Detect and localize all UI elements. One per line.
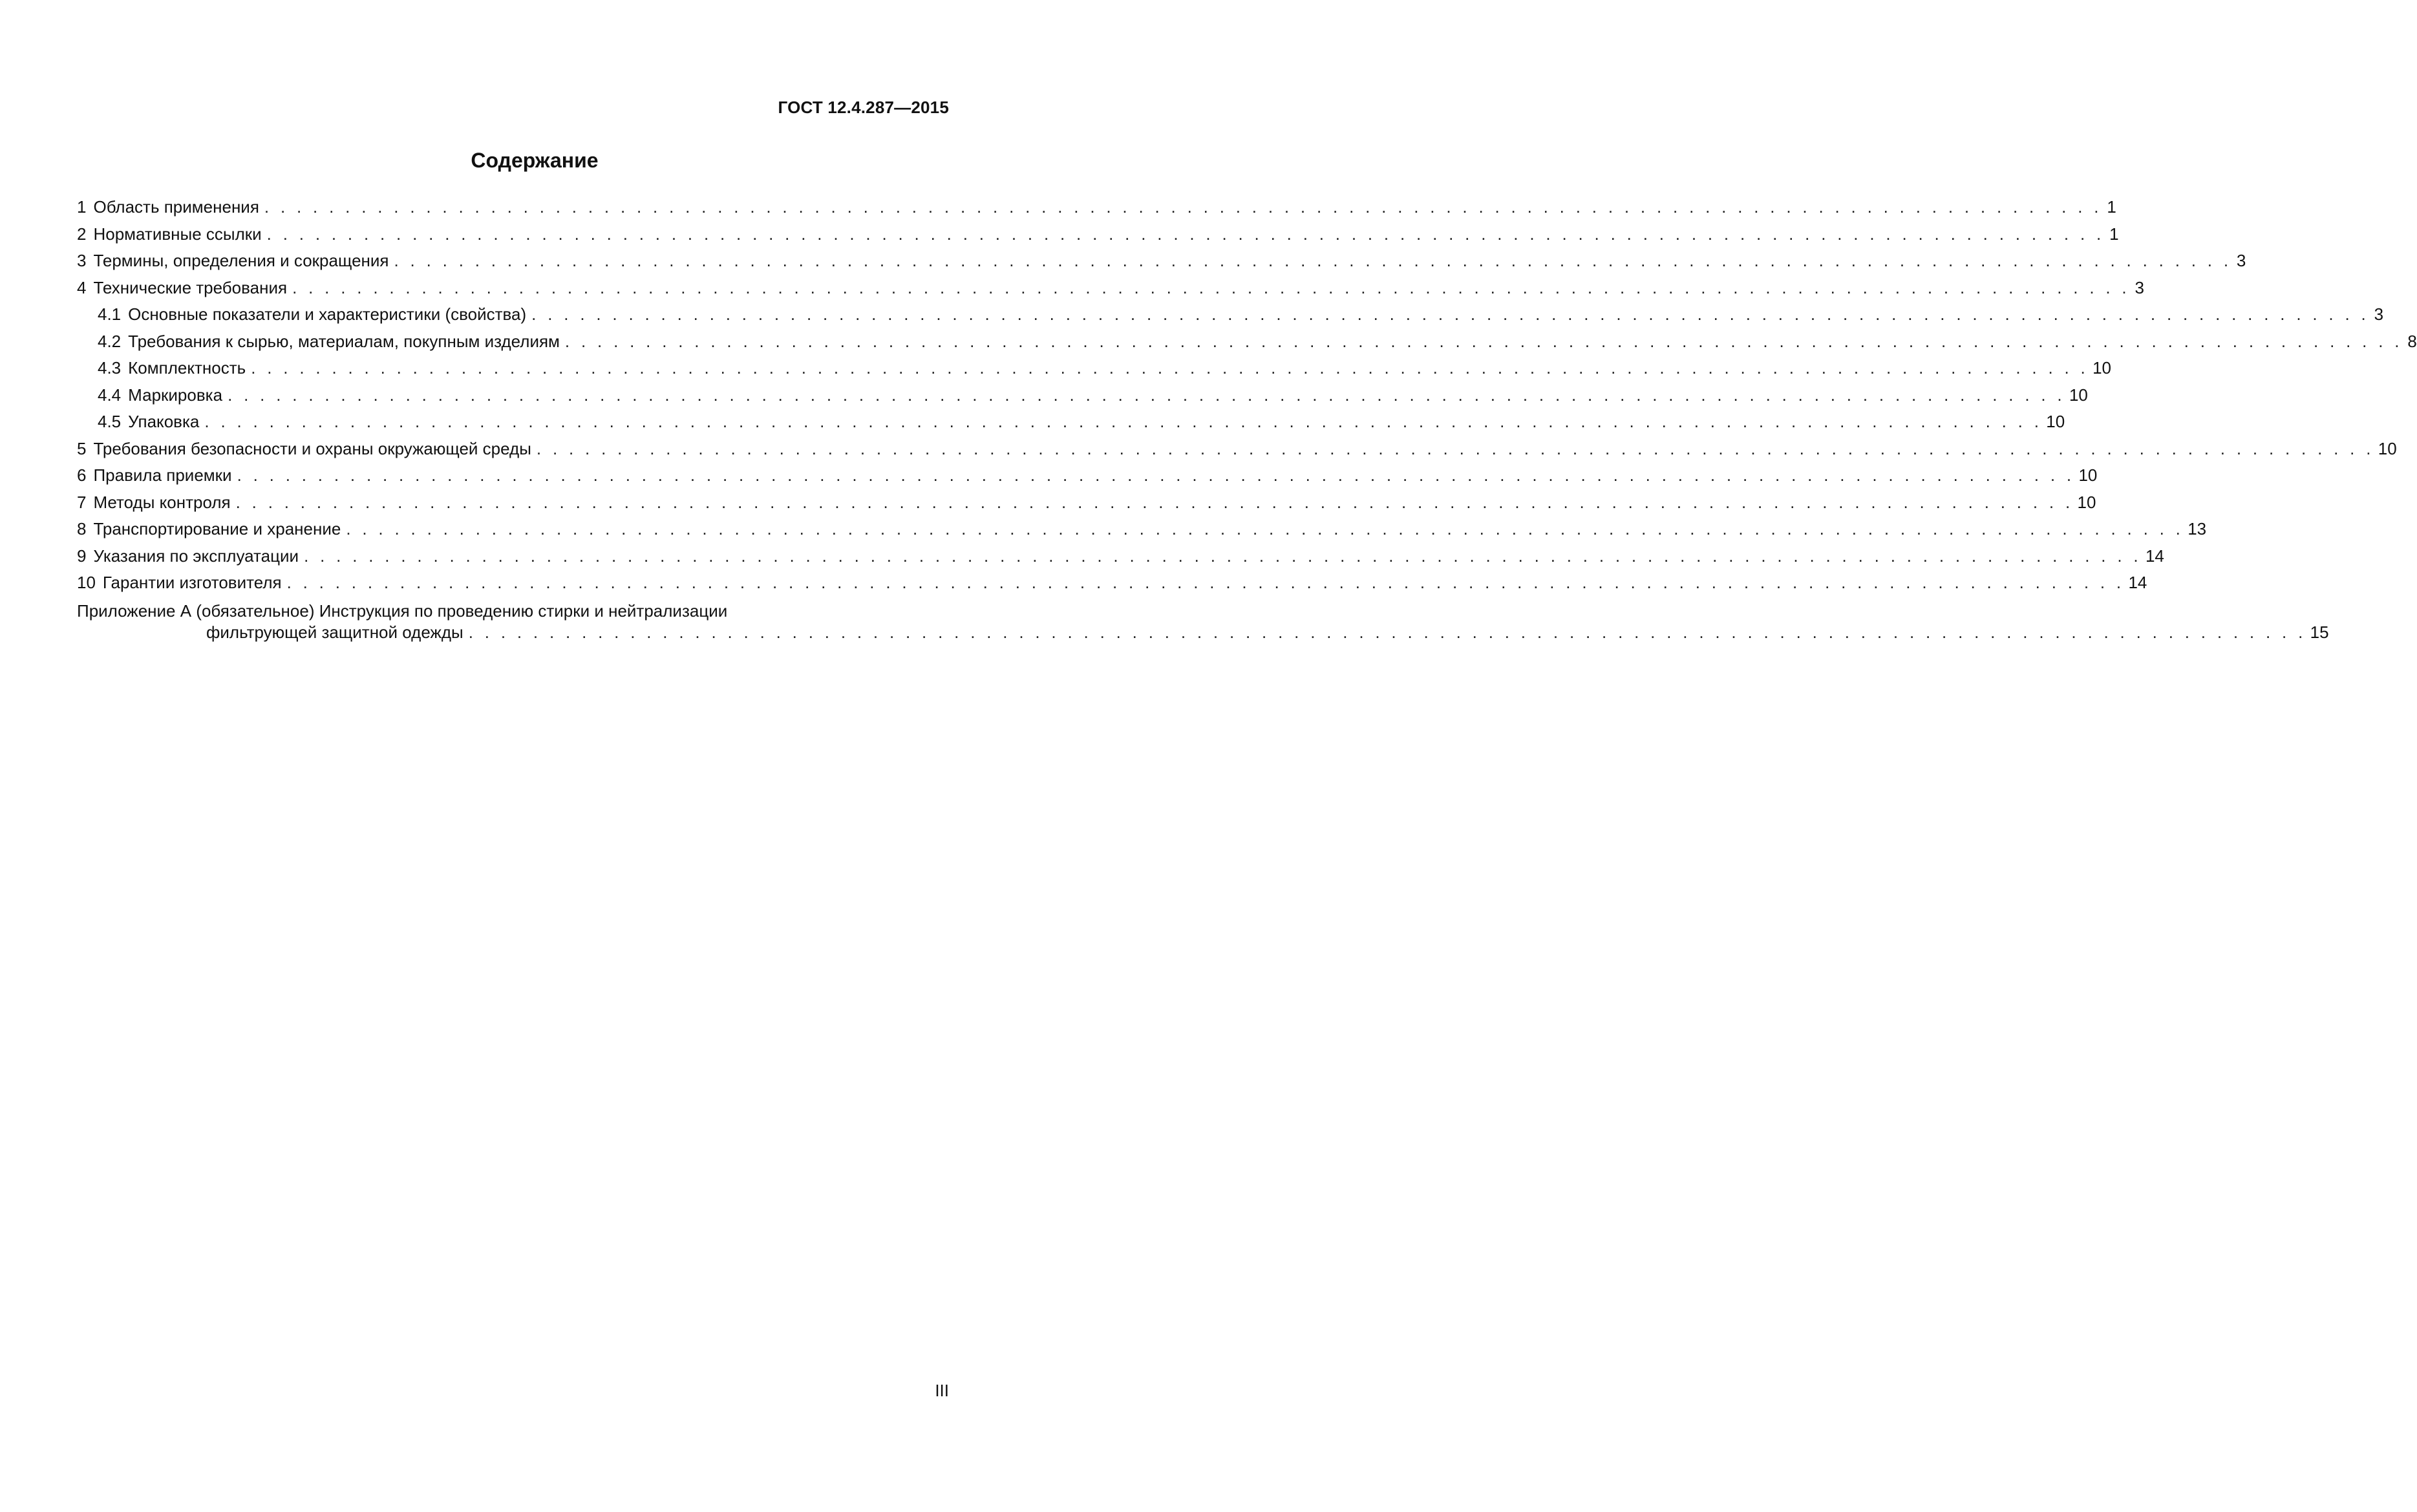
toc-entry-4-2[interactable] [77, 328, 2417, 356]
page-number: III [935, 1381, 949, 1400]
toc-entry-page: 8 [2407, 331, 2417, 351]
toc-entry-4-3[interactable] [77, 355, 2111, 382]
toc-entry-title: Технические требования [93, 277, 288, 297]
toc-entry-title: Термины, определения и сокращения [93, 251, 389, 270]
toc-entry-number: 2 [77, 224, 87, 244]
toc-entry-title: Требования к сырью, материалам, покупным изделиям [128, 331, 560, 351]
dot-leader: . . . . . . . . . . . . . . . . . . . . . . . . . . . . . . . . . . . . . . . . . . . . . . . . . . . . . . . . . . . . . . . . . . . . . . . . . . . . . . . . . . . . . . . . . . . . . . . . . . . . . . . . . . . . . . . . . . [204, 412, 2043, 431]
toc-entry-title: Комплектность [128, 358, 246, 378]
toc-entry-title: Область применения [93, 197, 259, 217]
toc-entry-page: 3 [2236, 251, 2246, 270]
dot-leader: . . . . . . . . . . . . . . . . . . . . . . . . . . . . . . . . . . . . . . . . . . . . . . . . . . . . . . . . . . . . . . . . . . . . . . . . . . . . . . . . . . . . . . . . . . . . . . . . . . . . . . . . . . . . . . . . . . [531, 304, 2370, 324]
toc-entry-number: 4 [77, 277, 87, 297]
toc-entry-title: Правила приемки [93, 465, 232, 485]
toc-entry-number: 8 [77, 519, 87, 538]
toc-entry-page: 13 [2188, 519, 2207, 538]
dot-leader: . . . . . . . . . . . . . . . . . . . . . . . . . . . . . . . . . . . . . . . . . . . . . . . . . . . . . . . . . . . . . . . . . . . . . . . . . . . . . . . . . . . . . . . . . . . . . . . . . . . . . . . . . . . . . . . . . . [394, 251, 2232, 270]
toc-entry-2[interactable] [77, 221, 2119, 248]
toc-entry-title: Упаковка [128, 412, 200, 431]
toc-entry-title: Гарантии изготовителя [102, 573, 282, 592]
toc-entry-number: 4.4 [98, 385, 122, 405]
dot-leader: . . . . . . . . . . . . . . . . . . . . . . . . . . . . . . . . . . . . . . . . . . . . . . . . . . . . . . . . . . . . . . . . . . . . . . . . . . . . . . . . . . . . . . . . . . . . . . . . . . . . . . . . . . . . . . . . . . [536, 438, 2374, 458]
toc-entry-title: Транспортирование и хранение [93, 519, 341, 538]
toc-entry-5[interactable] [77, 436, 2397, 463]
annex-title-line-1: Приложение А (обязательное) Инструкция по проведению стирки и нейтрализации [77, 601, 728, 621]
toc-entry-9[interactable] [77, 543, 2164, 570]
toc-entry-annex-a[interactable] [77, 601, 2329, 643]
toc-entry-title: Маркировка [128, 385, 223, 405]
toc-entry-page: 3 [2135, 277, 2144, 297]
dot-leader: . . . . . . . . . . . . . . . . . . . . . . . . . . . . . . . . . . . . . . . . . . . . . . . . . . . . . . . . . . . . . . . . . . . . . . . . . . . . . . . . . . . . . . . . . . . . . . . . . . . . . . . . . . . . . . . . . . [304, 546, 2142, 566]
toc-entry-page: 14 [2128, 573, 2147, 592]
annex-title-line-2-row [77, 621, 2329, 643]
toc-entry-number: 4.5 [98, 412, 122, 431]
annex-title-line-2: фильтрующей защитной одежды [206, 622, 463, 642]
toc-entry-title: Нормативные ссылки [93, 224, 262, 244]
toc-entry-page: 14 [2145, 546, 2164, 566]
toc-entry-number: 4.3 [98, 358, 122, 378]
toc-entry-number: 3 [77, 251, 87, 270]
toc-entry-6[interactable] [77, 462, 2098, 489]
dot-leader: . . . . . . . . . . . . . . . . . . . . . . . . . . . . . . . . . . . . . . . . . . . . . . . . . . . . . . . . . . . . . . . . . . . . . . . . . . . . . . . . . . . . . . . . . . . . . . . . . . . . . . . . . . . . . . . . . . [346, 519, 2184, 538]
dot-leader: . . . . . . . . . . . . . . . . . . . . . . . . . . . . . . . . . . . . . . . . . . . . . . . . . . . . . . . . . . . . . . . . . . . . . . . . . . . . . . . . . . . . . . . . . . . . . . . . . . . . . . . . . . . . . . . . . . [264, 197, 2102, 217]
document-code: ГОСТ 12.4.287—2015 [778, 98, 949, 117]
dot-leader: . . . . . . . . . . . . . . . . . . . . . . . . . . . . . . . . . . . . . . . . . . . . . . . . . . . . . . . . . . . . . . . . . . . . . . . . . . . . . . . . . . . . . . . . . . . . . . . . . . . . . . . . . . . . . . . . . . [266, 224, 2105, 244]
toc-entry-number: 9 [77, 546, 87, 566]
toc-entry-number: 10 [77, 573, 96, 592]
toc-entry-page: 1 [2109, 224, 2119, 244]
toc-entry-10[interactable] [77, 570, 2147, 597]
table-of-contents [77, 194, 2417, 643]
dot-leader: . . . . . . . . . . . . . . . . . . . . . . . . . . . . . . . . . . . . . . . . . . . . . . . . . . . . . . . . . . . . . . . . . . . . . . . . . . . . . . . . . . . . . . . . . . . . . . . . . . . . . . . . . . . . . . . . . . [237, 465, 2075, 485]
toc-entry-number: 7 [77, 492, 87, 512]
toc-entry-page: 10 [2077, 492, 2096, 512]
toc-entry-number: 4.1 [98, 304, 122, 324]
toc-entry-page: 10 [2092, 358, 2111, 378]
toc-entry-title: Указания по эксплуатации [93, 546, 299, 566]
toc-entry-4-4[interactable] [77, 382, 2088, 409]
toc-entry-7[interactable] [77, 489, 2096, 516]
dot-leader: . . . . . . . . . . . . . . . . . . . . . . . . . . . . . . . . . . . . . . . . . . . . . . . . . . . . . . . . . . . . . . . . . . . . . . . . . . . . . . . . . . . . . . . . . . . . . . . . . . . . . . . . . . . . . . . . . . [251, 358, 2089, 378]
dot-leader: . . . . . . . . . . . . . . . . . . . . . . . . . . . . . . . . . . . . . . . . . . . . . . . . . . . . . . . . . . . . . . . . . . . . . . . . . . . . . . . . . . . . . . . . . . . . . . . . . . . . . . . . . . . . . . . . . . [564, 331, 2403, 351]
toc-entry-page: 3 [2374, 304, 2384, 324]
toc-entry-number: 4.2 [98, 331, 122, 351]
toc-entry-4-5[interactable] [77, 409, 2065, 436]
toc-entry-title: Основные показатели и характеристики (свойства) [128, 304, 527, 324]
toc-entry-number: 1 [77, 197, 87, 217]
dot-leader: . . . . . . . . . . . . . . . . . . . . . . . . . . . . . . . . . . . . . . . . . . . . . . . . . . . . . . . . . . . . . . . . . . . . . . . . . . . . . . . . . . . . . . . . . . . . . . . . . . . . . . . . . . . . . . . . . . [286, 573, 2125, 592]
toc-entry-title: Требования безопасности и охраны окружающей среды [93, 438, 531, 458]
toc-entry-page: 10 [2378, 438, 2397, 458]
dot-leader: . . . . . . . . . . . . . . . . . . . . . . . . . . . . . . . . . . . . . . . . . . . . . . . . . . . . . . . . . . . . . . . . . . . . . . . . . . . . . . . . . . . . . . . . . . . . . . . . . . . . . . . . . . . . . . . . . . [228, 385, 2065, 405]
toc-entry-8[interactable] [77, 516, 2207, 543]
dot-leader: . . . . . . . . . . . . . . . . . . . . . . . . . . . . . . . . . . . . . . . . . . . . . . . . . . . . . . . . . . . . . . . . . . . . . . . . . . . . . . . . . . . . . . . . . . . . . . . . . . . . . . . . . . . . . . . . . . [235, 492, 2074, 512]
toc-entry-page: 15 [2310, 622, 2329, 642]
toc-entry-page: 10 [2078, 465, 2098, 485]
toc-entry-page: 10 [2069, 385, 2088, 405]
toc-entry-page: 10 [2046, 412, 2065, 431]
toc-entry-4-1[interactable] [77, 301, 2384, 328]
toc-entry-number: 6 [77, 465, 87, 485]
toc-entry-title: Методы контроля [93, 492, 231, 512]
toc-entry-page: 1 [2107, 197, 2116, 217]
toc-entry-number: 5 [77, 438, 87, 458]
dot-leader: . . . . . . . . . . . . . . . . . . . . . . . . . . . . . . . . . . . . . . . . . . . . . . . . . . . . . . . . . . . . . . . . . . . . . . . . . . . . . . . . . . . . . . . . . . . . . . . . . . . . . . . . . . . . . . . . . . [468, 622, 2306, 642]
toc-entry-4[interactable] [77, 275, 2144, 302]
dot-leader: . . . . . . . . . . . . . . . . . . . . . . . . . . . . . . . . . . . . . . . . . . . . . . . . . . . . . . . . . . . . . . . . . . . . . . . . . . . . . . . . . . . . . . . . . . . . . . . . . . . . . . . . . . . . . . . . . . [292, 277, 2130, 297]
toc-title: Содержание [471, 149, 599, 172]
toc-entry-1[interactable] [77, 194, 2116, 221]
toc-entry-3[interactable] [77, 248, 2246, 275]
